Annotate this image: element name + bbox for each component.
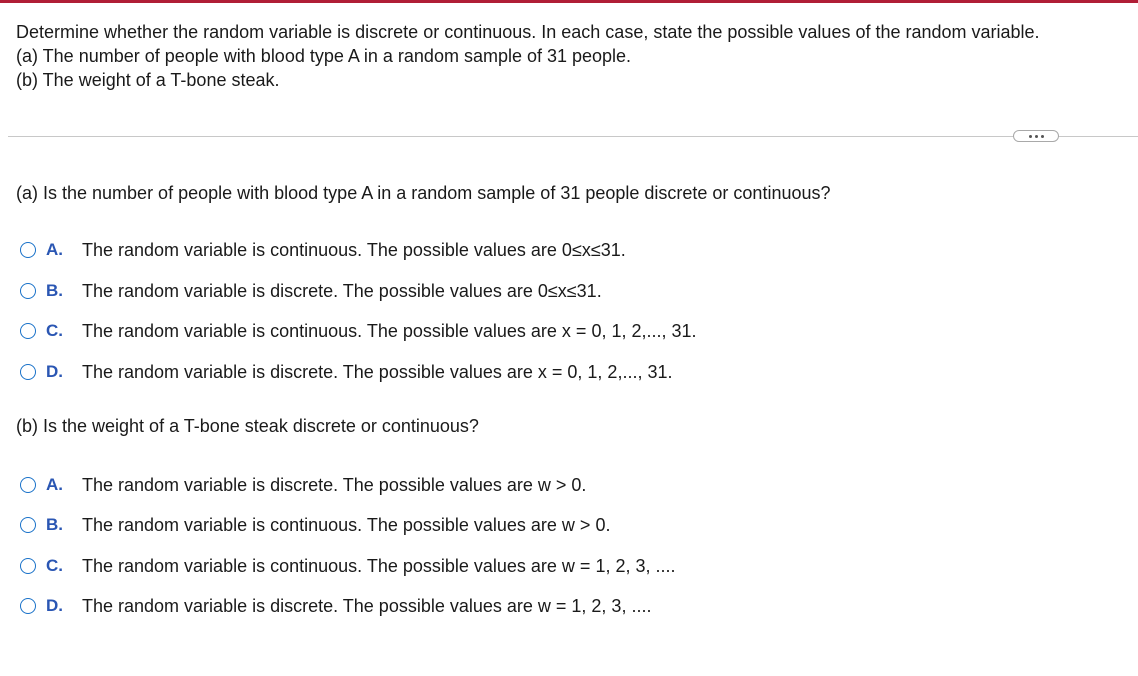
part-b-question: (b) Is the weight of a T-bone steak discrete or continuous? <box>16 416 479 436</box>
radio-button[interactable] <box>20 242 36 258</box>
option-letter: A. <box>46 240 63 259</box>
option-letter: C. <box>46 321 63 340</box>
radio-button[interactable] <box>20 477 36 493</box>
option-letter: D. <box>46 596 63 615</box>
accent-bar <box>0 0 1138 3</box>
option-letter: A. <box>46 475 63 494</box>
part-a-option-b[interactable] <box>20 279 602 303</box>
option-text: The random variable is discrete. The possible values are 0≤x≤31. <box>82 280 602 301</box>
more-button[interactable] <box>1013 130 1059 142</box>
problem-stem-text: Determine whether the random variable is discrete or continuous. In each case, state the possible values of the random variable. <box>16 22 1040 42</box>
problem-statement <box>16 20 1126 92</box>
ellipsis-icon <box>1029 135 1032 138</box>
option-letter: C. <box>46 556 63 575</box>
option-letter: B. <box>46 281 63 300</box>
option-text: The random variable is continuous. The possible values are w = 1, 2, 3, .... <box>82 555 676 576</box>
part-a-option-c[interactable] <box>20 319 697 343</box>
radio-button[interactable] <box>20 598 36 614</box>
radio-button[interactable] <box>20 517 36 533</box>
part-b-option-d[interactable] <box>20 594 651 618</box>
part-b-option-c[interactable] <box>20 554 676 578</box>
option-text: The random variable is continuous. The possible values are w > 0. <box>82 514 611 535</box>
problem-part-b-text: (b) The weight of a T-bone steak. <box>16 70 280 90</box>
radio-button[interactable] <box>20 323 36 339</box>
option-letter: B. <box>46 515 63 534</box>
radio-button[interactable] <box>20 364 36 380</box>
option-text: The random variable is discrete. The possible values are x = 0, 1, 2,..., 31. <box>82 361 673 382</box>
ellipsis-icon <box>1035 135 1038 138</box>
part-b-option-a[interactable] <box>20 473 586 497</box>
radio-button[interactable] <box>20 283 36 299</box>
option-text: The random variable is continuous. The possible values are 0≤x≤31. <box>82 239 626 260</box>
part-a-option-d[interactable] <box>20 360 672 384</box>
option-text: The random variable is continuous. The possible values are x = 0, 1, 2,..., 31. <box>82 320 697 341</box>
option-letter: D. <box>46 362 63 381</box>
part-a-option-a[interactable] <box>20 238 626 262</box>
option-text: The random variable is discrete. The possible values are w = 1, 2, 3, .... <box>82 595 652 616</box>
radio-button[interactable] <box>20 558 36 574</box>
part-b-option-b[interactable] <box>20 513 610 537</box>
problem-part-a-text: (a) The number of people with blood type A in a random sample of 31 people. <box>16 46 632 66</box>
divider <box>8 136 1138 137</box>
part-a-question: (a) Is the number of people with blood type A in a random sample of 31 people discrete or continuous? <box>16 183 831 203</box>
option-text: The random variable is discrete. The possible values are w > 0. <box>82 474 587 495</box>
ellipsis-icon <box>1041 135 1044 138</box>
